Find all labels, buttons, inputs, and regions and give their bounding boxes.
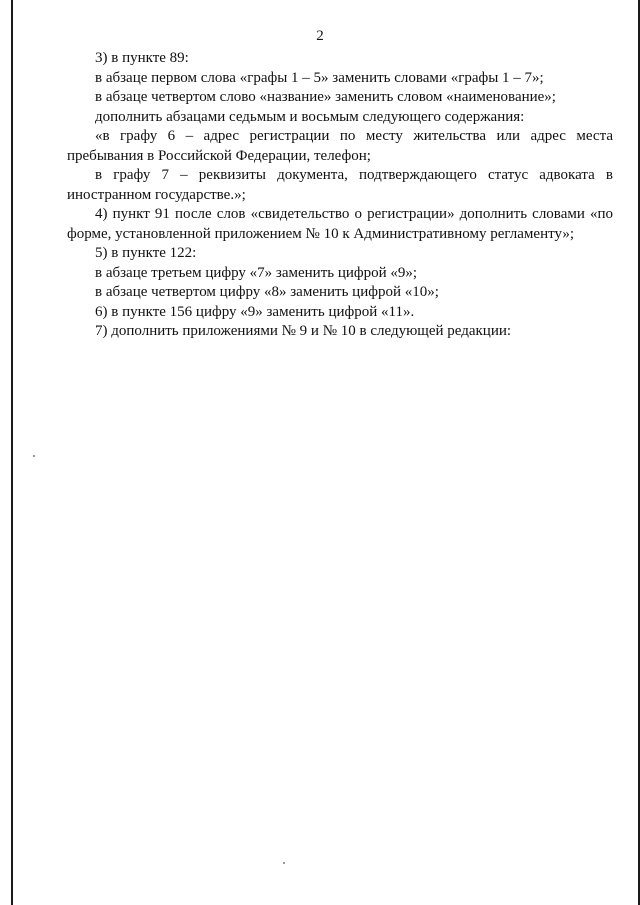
paragraph: в абзаце четвертом цифру «8» заменить цифрой «10»; — [95, 284, 439, 300]
paragraph: в абзаце третьем цифру «7» заменить цифрой «9»; — [95, 264, 418, 281]
paragraph: 7) дополнить приложениями № 9 и № 10 в следующей редакции: — [95, 323, 512, 339]
paragraph: дополнить абзацами седьмым и восьмым следующего содержания: — [95, 108, 525, 125]
paragraph: в абзаце четвертом слово «название» заменить словом «наименование»; — [95, 89, 556, 105]
paragraph: 6) в пункте 156 цифру «9» заменить цифрой «11». — [95, 303, 415, 320]
paragraph: «в графу 6 – адрес регистрации по месту жительства или адрес места пребывания в Российской Федерации, телефон; — [67, 128, 613, 164]
scan-speck — [33, 455, 35, 457]
paragraph: 4) пункт 91 после слов «свидетельство о регистрации» дополнить словами «по форме, установленной приложением № 10 к Административному регламенту»; — [67, 206, 613, 242]
paragraph: в абзаце первом слова «графы 1 – 5» заменить словами «графы 1 – 7»; — [95, 69, 544, 86]
paragraph: 5) в пункте 122: — [95, 245, 197, 261]
document-body — [67, 49, 613, 342]
scan-speck — [283, 862, 285, 864]
page-number: 2 — [316, 28, 324, 44]
scan-left-edge — [11, 0, 13, 905]
paragraph: 3) в пункте 89: — [95, 50, 189, 66]
paragraph: в графу 7 – реквизиты документа, подтверждающего статус адвоката в иностранном государстве.»; — [67, 167, 613, 203]
